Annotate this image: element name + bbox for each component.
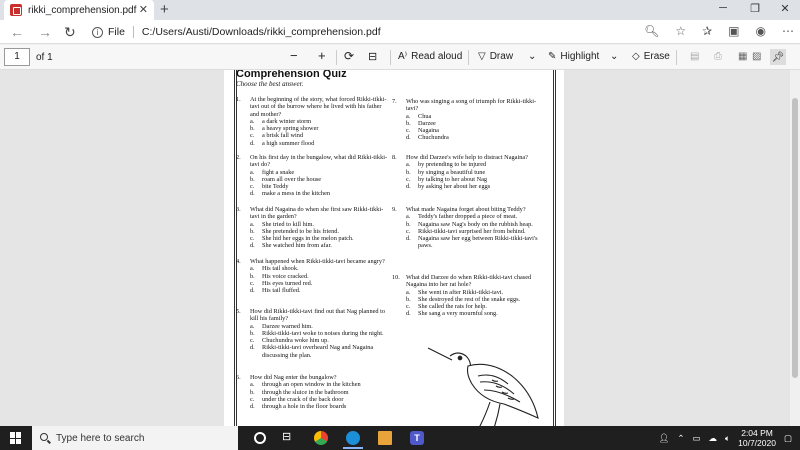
print-icon[interactable]: ⎙ xyxy=(714,51,722,62)
vertical-scrollbar[interactable] xyxy=(790,70,800,426)
answer-option xyxy=(236,176,388,183)
option-letter: a. xyxy=(250,168,255,176)
option-text: Nagaina saw her egg between Rikki-tikki-tavi's paws. xyxy=(418,235,538,250)
answer-option xyxy=(392,303,544,310)
option-text: She watched him from afar. xyxy=(262,242,332,250)
collections-icon[interactable]: ▣ xyxy=(728,24,740,38)
option-letter: b. xyxy=(250,329,255,337)
answer-option xyxy=(392,134,544,141)
favorite-icon[interactable]: ☆ xyxy=(675,24,687,38)
question-stem xyxy=(392,154,544,161)
tab-title: rikki_comprehension.pdf xyxy=(28,4,137,16)
option-text: She called the rats for help. xyxy=(418,303,487,311)
option-text: through an open window in the kitchen xyxy=(262,381,361,389)
question-item xyxy=(236,154,388,198)
option-letter: c. xyxy=(250,337,255,345)
question-stem xyxy=(236,258,388,265)
option-letter: c. xyxy=(250,279,255,287)
toolbar-divider xyxy=(468,50,469,65)
task-view-icon[interactable]: ⊟ xyxy=(282,431,292,443)
option-letter: a. xyxy=(406,161,411,169)
option-letter: a. xyxy=(250,220,255,228)
question-stem xyxy=(236,154,388,169)
option-letter: a. xyxy=(406,288,411,296)
option-text: Darzee warned him. xyxy=(262,322,313,330)
refresh-icon[interactable]: ↻ xyxy=(64,24,76,40)
option-letter: d. xyxy=(406,235,411,243)
option-letter: d. xyxy=(406,310,411,318)
close-window-icon[interactable]: ✕ xyxy=(780,3,790,15)
address-bar xyxy=(0,20,800,44)
show-hidden-icons-icon[interactable]: ⌃ xyxy=(677,432,685,443)
answer-option xyxy=(236,169,388,176)
draw-icon: ▽ xyxy=(478,51,486,62)
question-number: 5. xyxy=(236,308,241,315)
question-stem xyxy=(392,206,544,213)
question-stem xyxy=(392,274,544,289)
save-as-icon[interactable]: ▨ xyxy=(752,51,762,62)
rotate-icon[interactable]: ⟳ xyxy=(344,49,355,63)
question-text: How did Rikki-tikki-tavi find out that Nag planned to kill his family? xyxy=(250,308,386,323)
question-item xyxy=(236,258,388,294)
restore-icon[interactable]: ❐ xyxy=(750,3,760,15)
option-letter: c. xyxy=(406,227,411,235)
option-text: by asking her about her eggs xyxy=(418,183,491,191)
option-letter: d. xyxy=(250,287,255,295)
erase-button[interactable] xyxy=(632,51,670,62)
quiz-subtitle: Choose the best answer. xyxy=(236,80,304,88)
option-letter: b. xyxy=(250,272,255,280)
fit-page-icon[interactable]: ⊟ xyxy=(368,51,378,63)
cortana-icon[interactable] xyxy=(254,432,266,444)
question-text: Who was singing a song of triumph for Rikki-tikki-tavi? xyxy=(406,98,537,113)
question-number: 9. xyxy=(392,206,397,213)
people-icon[interactable]: 👤︎ xyxy=(658,432,670,443)
option-letter: b. xyxy=(406,295,411,303)
option-text: fight a snake xyxy=(262,168,295,176)
pin-toolbar-icon[interactable]: 📌︎ xyxy=(770,49,786,65)
add-notes-icon[interactable]: ▤ xyxy=(690,51,700,62)
answer-option xyxy=(236,183,388,190)
question-text: How did Nag enter the bungalow? xyxy=(250,374,337,381)
option-letter: c. xyxy=(250,235,255,243)
option-text: Nagaina saw Nag's body on the rubbish heap. xyxy=(418,220,533,228)
teams-icon[interactable]: T xyxy=(410,431,424,445)
answer-option xyxy=(392,120,544,127)
highlight-icon: ✎ xyxy=(548,51,557,62)
scrollbar-thumb[interactable] xyxy=(792,98,798,378)
option-text: She tried to kill him. xyxy=(262,220,314,228)
clock-date: 10/7/2020 xyxy=(738,438,776,448)
clock-time: 2:04 PM xyxy=(741,428,773,438)
option-text: by singing a beautiful tune xyxy=(418,168,486,176)
question-text: How did Darzee's wife help to distract Nagaina? xyxy=(406,154,528,161)
option-letter: d. xyxy=(250,190,255,198)
zoom-icon[interactable]: 🔍︎ xyxy=(644,24,660,38)
option-letter: a. xyxy=(250,381,255,389)
close-tab-icon[interactable]: ✕ xyxy=(138,4,148,16)
question-number: 8. xyxy=(392,154,397,161)
search-placeholder: Type here to search xyxy=(56,432,145,444)
option-letter: b. xyxy=(406,168,411,176)
option-letter: d. xyxy=(250,139,255,147)
answer-option xyxy=(392,221,544,228)
answer-option xyxy=(236,242,388,249)
page-number-input[interactable]: 1 xyxy=(4,48,30,66)
taskbar xyxy=(0,426,800,450)
option-text: a brisk fall wind xyxy=(262,132,304,140)
question-text: What made Nagaina forget about biting Teddy? xyxy=(406,206,526,213)
option-text: Rikki-tikki-tavi woke to noises during the night. xyxy=(262,329,384,337)
option-letter: a. xyxy=(406,112,411,120)
option-text: His eyes turned red. xyxy=(262,279,313,287)
option-text: a high summer flood xyxy=(262,139,315,147)
network-icon[interactable]: ☁︎ xyxy=(708,432,718,443)
clock[interactable] xyxy=(738,428,776,448)
option-letter: d. xyxy=(406,134,411,142)
option-text: His voice cracked. xyxy=(262,272,309,280)
search-icon xyxy=(40,433,48,441)
option-text: under the crack of the back door xyxy=(262,395,344,403)
option-letter: c. xyxy=(250,395,255,403)
option-letter: c. xyxy=(406,175,411,183)
address-field[interactable] xyxy=(92,23,672,41)
taskbar-search-box[interactable] xyxy=(32,426,238,450)
option-letter: a. xyxy=(250,117,255,125)
pdf-file-icon xyxy=(10,4,22,16)
answer-option xyxy=(392,113,544,120)
answer-option xyxy=(392,310,544,317)
question-item xyxy=(392,274,544,318)
answer-option xyxy=(236,396,388,403)
option-letter: c. xyxy=(406,127,411,135)
info-icon[interactable]: i xyxy=(92,27,103,38)
highlight-label: Highlight xyxy=(560,51,600,62)
answer-option xyxy=(236,273,388,280)
chrome-icon[interactable] xyxy=(314,431,328,445)
windows-start-icon[interactable] xyxy=(10,432,22,444)
question-item xyxy=(236,206,388,250)
favorites-bar-icon[interactable]: ✰ xyxy=(702,24,713,38)
question-item xyxy=(392,154,544,190)
forward-icon[interactable]: → xyxy=(38,24,52,40)
option-text: She destroyed the rest of the snake eggs. xyxy=(418,295,521,303)
option-text: roam all over the house xyxy=(262,175,322,183)
address-actions xyxy=(644,24,794,38)
question-item xyxy=(236,374,388,410)
question-text: What happened when Rikki-tikki-tavi became angry? xyxy=(250,258,385,265)
option-letter: c. xyxy=(406,303,411,311)
answer-option xyxy=(236,221,388,228)
option-letter: b. xyxy=(250,227,255,235)
question-number: 6. xyxy=(236,374,241,381)
file-explorer-icon[interactable] xyxy=(378,431,392,445)
address-path: C:/Users/Austi/Downloads/rikki_comprehension.pdf xyxy=(141,26,381,38)
option-letter: d. xyxy=(406,183,411,191)
answer-option xyxy=(236,132,388,139)
option-text: make a mess in the kitchen xyxy=(262,190,331,198)
quiz-title: Comprehension Quiz xyxy=(236,70,347,80)
answer-option xyxy=(392,235,544,250)
option-letter: b. xyxy=(406,220,411,228)
question-text: What did Nagaina do when she first saw Rikki-tikki-tavi in the garden? xyxy=(250,206,384,221)
option-letter: a. xyxy=(250,322,255,330)
option-text: She sang a very mournful song. xyxy=(418,310,498,318)
question-number: 10. xyxy=(392,274,400,281)
question-item xyxy=(236,308,388,359)
toolbar-divider xyxy=(336,50,337,65)
question-number: 7. xyxy=(392,98,397,105)
answer-option xyxy=(236,389,388,396)
option-text: She pretended to be his friend. xyxy=(262,227,339,235)
option-text: She hid her eggs in the melon patch. xyxy=(262,235,354,243)
question-stem xyxy=(236,96,388,118)
answer-option xyxy=(236,330,388,337)
answer-option xyxy=(236,228,388,235)
option-text: by pretending to be injured xyxy=(418,161,487,169)
edge-icon[interactable] xyxy=(346,431,360,445)
read-aloud-label: Read aloud xyxy=(411,51,463,62)
battery-icon[interactable]: ▭ xyxy=(692,432,701,443)
document-viewer[interactable] xyxy=(0,70,790,426)
option-letter: d. xyxy=(250,403,255,411)
answer-option xyxy=(236,140,388,147)
answer-option xyxy=(392,176,544,183)
option-letter: d. xyxy=(250,242,255,250)
back-icon[interactable]: ← xyxy=(10,24,24,40)
option-text: a heavy spring shower xyxy=(262,125,319,133)
read-aloud-icon: A⁾ xyxy=(398,51,408,62)
option-text: through a hole in the floor boards xyxy=(262,403,347,411)
option-letter: b. xyxy=(406,119,411,127)
read-aloud-button[interactable] xyxy=(398,51,462,62)
option-text: Rikki-tikki-tavi overheard Nag and Nagaina discussing the plan. xyxy=(262,344,374,359)
option-letter: d. xyxy=(250,344,255,352)
question-text: What did Darzee do when Rikki-tikki-tavi chased Nagaina into her rat hole? xyxy=(406,274,532,289)
option-letter: b. xyxy=(250,175,255,183)
option-text: Chuchundra woke him up. xyxy=(262,337,329,345)
toolbar-divider xyxy=(676,50,677,65)
answer-option xyxy=(236,125,388,132)
title-bar xyxy=(0,0,800,20)
erase-label: Erase xyxy=(643,51,670,62)
option-text: Chua xyxy=(418,112,432,120)
edge-active-indicator xyxy=(343,447,363,449)
question-number: 3. xyxy=(236,206,241,213)
toolbar-divider xyxy=(390,50,391,65)
option-text: Nagaina xyxy=(418,127,439,135)
question-stem xyxy=(236,308,388,323)
answer-option xyxy=(392,289,544,296)
more-icon[interactable]: ⋯ xyxy=(782,24,794,38)
question-text: On his first day in the bungalow, what did Rikki-tikki-tavi do? xyxy=(250,154,388,169)
address-divider xyxy=(133,26,134,38)
eraser-icon: ◇ xyxy=(632,51,640,62)
question-item xyxy=(392,98,544,142)
option-text: His tail shook. xyxy=(262,265,299,273)
answer-option xyxy=(392,296,544,303)
page-count: of 1 xyxy=(36,52,53,63)
option-text: She went in after Rikki-tikki-tavi. xyxy=(418,288,504,296)
option-text: Rikki-tikki-tavi surprised her from behind. xyxy=(418,227,526,235)
highlight-dropdown-icon[interactable]: ⌄ xyxy=(610,51,619,62)
question-stem xyxy=(236,374,388,381)
save-icon[interactable]: ▦ xyxy=(738,51,748,62)
answer-option xyxy=(236,337,388,344)
answer-option xyxy=(236,381,388,388)
option-text: bite Teddy xyxy=(262,183,289,191)
question-number: 2. xyxy=(236,154,241,161)
question-stem xyxy=(392,98,544,113)
question-item xyxy=(236,96,388,147)
answer-option xyxy=(392,161,544,168)
answer-option xyxy=(392,127,544,134)
address-label: File xyxy=(108,26,125,38)
new-tab-icon[interactable]: + xyxy=(160,1,169,18)
answer-option xyxy=(236,323,388,330)
draw-dropdown-icon[interactable]: ⌄ xyxy=(528,51,537,62)
answer-option xyxy=(392,169,544,176)
zoom-in-icon[interactable]: + xyxy=(318,48,326,63)
question-text: At the beginning of the story, what forced Rikki-tikki-tavi out of the burrow where he lived with his father and mother? xyxy=(250,96,387,118)
option-text: His tail fluffed. xyxy=(262,287,301,295)
option-letter: b. xyxy=(250,388,255,396)
answer-option xyxy=(392,213,544,220)
notifications-icon[interactable]: ▢ xyxy=(783,432,792,443)
draw-button[interactable] xyxy=(478,51,513,62)
answer-option xyxy=(236,265,388,272)
option-letter: c. xyxy=(250,183,255,191)
volume-icon[interactable]: 🔈︎ xyxy=(725,432,731,443)
question-item xyxy=(392,206,544,250)
answer-option xyxy=(236,190,388,197)
option-text: a dark winter storm xyxy=(262,117,312,125)
option-text: by talking to her about Nag xyxy=(418,175,488,183)
pdf-toolbar xyxy=(0,45,800,70)
answer-option xyxy=(236,287,388,294)
option-letter: a. xyxy=(406,213,411,221)
bird-illustration xyxy=(420,340,560,426)
answer-option xyxy=(392,228,544,235)
option-text: Chuchundra xyxy=(418,134,449,142)
option-text: Darzee xyxy=(418,119,436,127)
answer-option xyxy=(236,235,388,242)
browser-tab[interactable] xyxy=(4,0,154,20)
profile-icon[interactable]: ◉ xyxy=(755,24,766,38)
question-stem xyxy=(236,206,388,221)
question-number: 1. xyxy=(236,96,241,103)
zoom-out-icon[interactable]: − xyxy=(290,48,298,63)
answer-option xyxy=(236,118,388,125)
option-letter: a. xyxy=(250,265,255,273)
option-letter: b. xyxy=(250,125,255,133)
system-tray xyxy=(659,428,792,448)
draw-label: Draw xyxy=(489,51,514,62)
option-text: Teddy's father dropped a piece of meat. xyxy=(418,213,518,221)
option-text: through the sluice in the bathroom xyxy=(262,388,349,396)
minimize-icon[interactable]: ─ xyxy=(719,2,727,14)
highlight-button[interactable] xyxy=(548,51,599,62)
answer-option xyxy=(236,280,388,287)
answer-option xyxy=(392,183,544,190)
option-letter: c. xyxy=(250,132,255,140)
answer-option xyxy=(236,344,388,359)
answer-option xyxy=(236,403,388,410)
question-number: 4. xyxy=(236,258,241,265)
